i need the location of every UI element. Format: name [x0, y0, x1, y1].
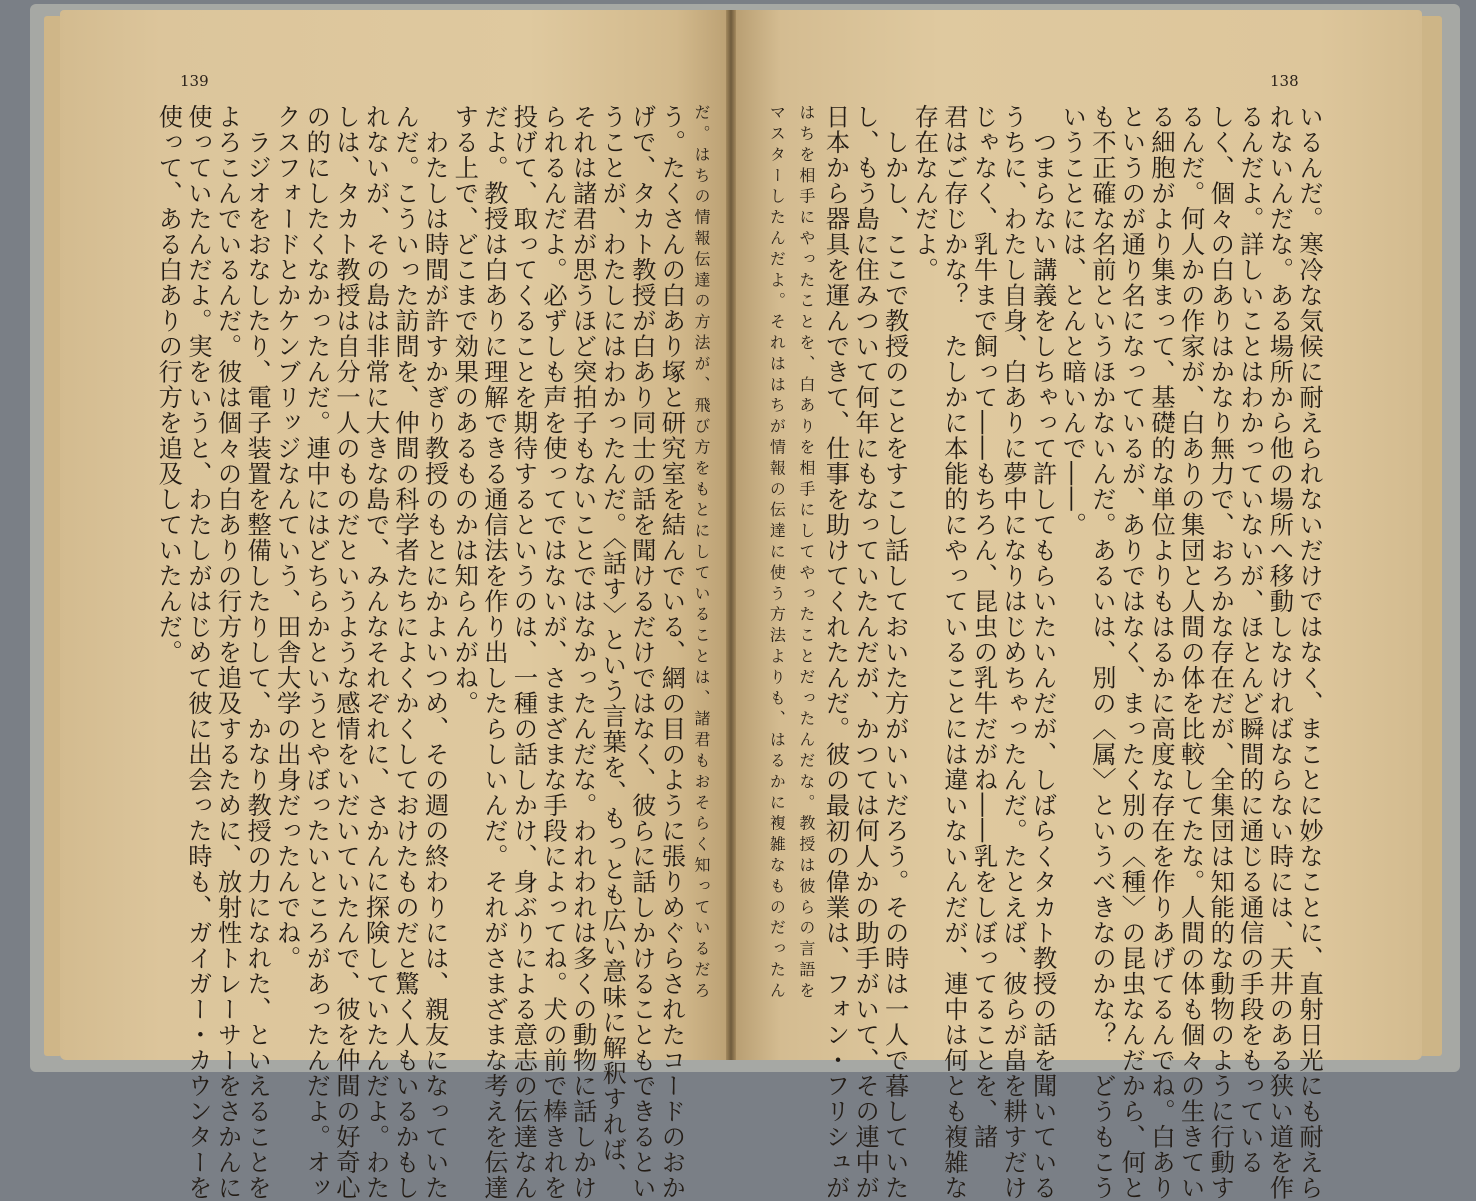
page-edges-right: [1420, 16, 1442, 1056]
left-page-number: 139: [180, 72, 209, 90]
right-page-text-line: マスターしたんだよ。それははちが情報の伝達に使う方法よりも、はるかに複雑なものだったん: [767, 104, 787, 1003]
left-page-text-line: する上で、どこまで効果のあるものかは知らんがね。: [450, 104, 480, 716]
left-page-text-line: しは、タカト教授は自分一人のものだというような感情をいだいていたんで、彼を仲間の好奇心: [331, 104, 361, 1201]
right-page-text-line: しく、個々の白ありはかなり無力で、おろかな存在だが、全集団は知能的な動物のように行動す: [1206, 104, 1236, 1201]
right-page-text-line: る細胞がより集まって、基礎的な単位よりもはるかに高度な存在を作りあげてるんでね。白あり: [1147, 104, 1177, 1201]
right-page-text-line: いうことには、とんと暗いんで――。: [1058, 104, 1088, 538]
left-page-text-line: それは諸君が思うほど突拍子もないことではなかったんだな。われわれは多くの動物に話しかけ: [568, 104, 598, 1201]
left-page-text-line: 使って、ある白ありの行方を追及していたんだ。: [154, 104, 184, 665]
left-page-text-line: ラジオをおなしたり、電子装置を整備したりして、かなり教授の力になれた、といえることを: [243, 104, 273, 1201]
right-page-text-line: 君はご存じかな？ たしかに本能的にやっていることには違いないんだが、連中は何とも複雑な: [939, 104, 969, 1201]
right-page-text-line: 存在なんだよ。: [910, 104, 940, 283]
right-page-text-line: し、もう島に住みついて何年にもなっていたんだが、かつては何人かの助手がいて、その連中が: [851, 104, 881, 1201]
left-page-text-line: 使っていたんだよ。実をいうと、わたしがはじめて彼に出会った時も、ガイガー・カウンターを: [183, 104, 213, 1201]
right-page-number: 138: [1270, 72, 1299, 90]
right-page-text-line: うちに、わたし自身、白ありに夢中になりはじめちゃったんだ。たとえば、彼らが畠を耕すだけ: [999, 104, 1029, 1201]
left-page-text-line: んだ。こういった訪問を、仲間の科学者たちによくかくしておけたものだと驚く人もいるかもし: [391, 104, 421, 1201]
left-page-text-line: だ。はちの情報伝達の方法が、飛び方をもとにしていることは、諸君もおそらく知っているだろ: [692, 104, 711, 1003]
right-page-text-line: はちを相手にやったことを、白ありを相手にしてやったことだったんだな。教授は彼らの言語を: [796, 104, 816, 1003]
right-page-text-line: じゃなく、乳牛まで飼って――もちろん、昆虫の乳牛だがね――乳をしぼってることを、諸: [969, 104, 999, 1150]
left-page-text-line: 投げて、取ってくることを期待するというのは、一種の話しかけ、身ぶりによる意志の伝達なん: [509, 104, 539, 1201]
right-page-text-line: つまらない講義をしちゃって許してもらいたいんだが、しばらくタカト教授の話を聞いている: [1028, 104, 1058, 1201]
left-page-text-line: クスフォードとかケンブリッジなんていう、田舎大学の出身だったんでね。: [272, 104, 302, 971]
right-page-text-line: れないんだな。ある場所から他の場所へ移動しなければならない時には、天井のある狭い道を作: [1265, 104, 1295, 1201]
right-page-text-line: いるんだ。寒冷な気候に耐えられないだけではなく、まことに妙なことに、直射日光にも耐えら: [1295, 104, 1324, 1201]
right-page-body: [762, 104, 1324, 1201]
left-page-text-line: よろこんでいるんだ。彼は個々の白ありの行方を追及するために、放射性トレーサーをさかんに: [213, 104, 243, 1201]
left-page-text-line: わたしは時間が許すかぎり教授のもとにかよいつめ、その週の終わりには、親友になっていた: [420, 104, 450, 1201]
left-page-text-line: う。たくさんの白あり塚と研究室を結んでいる、網の目のように張りめぐらされたコードのおか: [657, 104, 687, 1201]
right-page-text-line: 日本から器具を運んできて、仕事を助けてくれたんだ。彼の最初の偉業は、フォン・フリシュが: [821, 104, 851, 1201]
right-page-text-line: も不正確な名前というほかないんだ。あるいは、別の〈属〉というべきなのかな？ どうもこう: [1087, 104, 1117, 1201]
left-page-text-line: られるんだよ。必ずしも声を使ってではないが、さまざまな手段によってね。犬の前で棒きれを: [539, 104, 569, 1201]
left-page-body: [150, 104, 716, 1201]
book-gutter: [726, 10, 736, 1060]
left-page-text-line: れないが、その島は非常に大きな島で、みんなそれぞれに、さかんに探険していたんだよ。わた: [361, 104, 391, 1201]
right-page-text-line: るんだ。何人かの作家が、白ありの集団と人間の体を比較してたな。人間の体も個々の生きてい: [1176, 104, 1206, 1201]
left-page-text-line: だよ。教授は白ありに理解できる通信法を作り出したらしいんだ。それがさまざまな考えを伝達: [479, 104, 509, 1201]
right-page-text-line: るんだよ。詳しいことはわかっていないが、ほとんど瞬間的に通じる通信の手段をもっている: [1235, 104, 1265, 1175]
right-page-text-line: しかし、ここで教授のことをすこし話しておいた方がいいだろう。その時は一人で暮していた: [880, 104, 910, 1201]
right-page-text-line: というのが通り名になっているが、ありではなく、まったく別の〈種〉の昆虫なんだから、何と: [1117, 104, 1147, 1201]
left-page-text-line: の的にしたくなかったんだ。連中にはどちらかというとやぼったいところがあったんだよ。オッ: [302, 104, 332, 1201]
left-page-text-line: げで、タカト教授が白あり同士の話を聞けるだけではなく、彼らに話しかけることもできるとい: [627, 104, 657, 1201]
left-page-text-line: うことが、わたしにはわかったんだ。〈話す〉という言葉を、もっとも広い意味に解釈すれば、: [598, 104, 628, 1189]
